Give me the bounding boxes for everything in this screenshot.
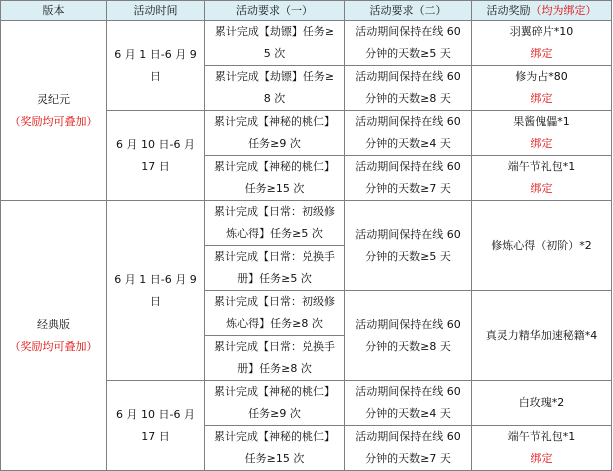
header-reward-note: （均为绑定） bbox=[530, 3, 597, 17]
bind-badge: 绑定 bbox=[530, 452, 553, 465]
time-text: 6 月 10 日-6 月 bbox=[116, 137, 195, 151]
req1-text: 累计完成【日常：兑换手 bbox=[214, 340, 335, 353]
req1-text: 累计完成【神秘的桃仁】 bbox=[214, 385, 335, 398]
req2-text: 活动期间保持在线 60 bbox=[355, 25, 461, 38]
time-text: 6 月 10 日-6 月 bbox=[116, 407, 195, 421]
reward-text: 修为占*80 bbox=[515, 70, 568, 83]
req2-text: 分钟的天数≥8 天 bbox=[365, 339, 451, 353]
bind-badge: 绑定 bbox=[530, 182, 553, 195]
req1-cell bbox=[205, 111, 345, 156]
req2-text: 活动期间保持在线 60 bbox=[355, 160, 461, 173]
reward-cell bbox=[472, 21, 612, 66]
req1-cell bbox=[205, 246, 345, 291]
req1-text: 册】任务≥5 次 bbox=[237, 272, 312, 285]
time-text: 17 日 bbox=[141, 159, 170, 173]
req1-text: 炼心得】任务≥5 次 bbox=[226, 227, 323, 240]
req2-cell bbox=[345, 426, 472, 471]
version-note: （奖励均可叠加） bbox=[9, 339, 98, 353]
bind-badge: 绑定 bbox=[530, 47, 553, 60]
version-name: 经典版 bbox=[37, 317, 70, 331]
header-row bbox=[1, 1, 612, 21]
req1-text: 任务≥15 次 bbox=[244, 452, 305, 465]
req2-cell bbox=[345, 156, 472, 201]
reward-cell bbox=[472, 156, 612, 201]
version-cell-classic bbox=[1, 201, 107, 471]
req1-text: 累计完成【神秘的桃仁】 bbox=[214, 115, 335, 128]
req2-text: 活动期间保持在线 60 bbox=[355, 70, 461, 83]
req1-cell bbox=[205, 201, 345, 246]
req1-text: 8 次 bbox=[263, 92, 286, 105]
req1-text: 任务≥9 次 bbox=[248, 407, 301, 420]
req1-text: 累计完成【神秘的桃仁】 bbox=[214, 430, 335, 443]
req2-text: 活动期间保持在线 60 bbox=[355, 385, 461, 398]
req1-cell bbox=[205, 381, 345, 426]
req1-text: 累计完成【劫镖】任务≥ bbox=[214, 25, 335, 38]
req1-text: 任务≥9 次 bbox=[248, 137, 301, 150]
req2-text: 分钟的天数≥8 天 bbox=[365, 92, 451, 105]
table-row bbox=[1, 201, 612, 246]
reward-cell bbox=[472, 426, 612, 471]
time-cell bbox=[107, 111, 205, 201]
time-text: 日 bbox=[150, 69, 161, 83]
req1-cell bbox=[205, 291, 345, 336]
version-name: 灵纪元 bbox=[37, 92, 70, 106]
table-row bbox=[1, 21, 612, 66]
header-reward bbox=[472, 1, 612, 21]
req1-text: 5 次 bbox=[263, 47, 286, 60]
req1-text: 册】任务≥8 次 bbox=[237, 362, 312, 375]
reward-cell bbox=[472, 111, 612, 156]
req1-cell bbox=[205, 21, 345, 66]
time-cell bbox=[107, 201, 205, 381]
req1-text: 累计完成【日常：初级修 bbox=[214, 205, 335, 218]
req1-text: 累计完成【神秘的桃仁】 bbox=[214, 160, 335, 173]
time-text: 6 月 1 日-6 月 9 bbox=[114, 272, 197, 286]
req2-cell bbox=[345, 66, 472, 111]
req2-text: 分钟的天数≥7 天 bbox=[365, 182, 451, 195]
reward-text: 羽翼碎片*10 bbox=[509, 25, 574, 38]
reward-cell bbox=[472, 291, 612, 381]
reward-text: 端午节礼包*1 bbox=[507, 160, 576, 173]
reward-text: 果酱傀儡*1 bbox=[513, 115, 570, 128]
req1-text: 累计完成【日常：兑换手 bbox=[214, 250, 335, 263]
req2-text: 分钟的天数≥5 天 bbox=[365, 47, 451, 60]
time-text: 6 月 1 日-6 月 9 bbox=[114, 47, 197, 61]
reward-cell bbox=[472, 381, 612, 426]
version-note: （奖励均可叠加） bbox=[9, 114, 98, 128]
header-time: 活动时间 bbox=[107, 1, 205, 21]
req1-cell bbox=[205, 66, 345, 111]
bind-badge: 绑定 bbox=[530, 92, 553, 105]
reward-text: 修炼心得（初阶）*2 bbox=[491, 238, 592, 252]
req2-cell bbox=[345, 21, 472, 66]
reward-cell bbox=[472, 201, 612, 291]
req2-cell bbox=[345, 381, 472, 426]
time-text: 日 bbox=[150, 294, 161, 308]
req2-text: 活动期间保持在线 60 bbox=[355, 227, 461, 241]
time-text: 17 日 bbox=[141, 429, 170, 443]
req2-text: 活动期间保持在线 60 bbox=[355, 317, 461, 331]
req2-text: 分钟的天数≥5 天 bbox=[365, 249, 451, 263]
req2-cell bbox=[345, 201, 472, 291]
req1-text: 任务≥15 次 bbox=[244, 182, 305, 195]
req1-cell bbox=[205, 156, 345, 201]
req2-cell bbox=[345, 111, 472, 156]
req2-text: 分钟的天数≥4 天 bbox=[365, 137, 451, 150]
req1-cell bbox=[205, 336, 345, 381]
reward-cell bbox=[472, 66, 612, 111]
reward-text: 白玫瑰*2 bbox=[518, 396, 565, 409]
time-cell bbox=[107, 21, 205, 111]
req1-cell bbox=[205, 426, 345, 471]
req1-text: 累计完成【劫镖】任务≥ bbox=[214, 70, 335, 83]
req2-text: 活动期间保持在线 60 bbox=[355, 430, 461, 443]
req2-text: 活动期间保持在线 60 bbox=[355, 115, 461, 128]
time-cell bbox=[107, 381, 205, 471]
header-version: 版本 bbox=[1, 1, 107, 21]
req1-text: 炼心得】任务≥8 次 bbox=[226, 317, 323, 330]
req2-cell bbox=[345, 291, 472, 381]
reward-text: 端午节礼包*1 bbox=[507, 430, 576, 443]
req2-text: 分钟的天数≥4 天 bbox=[365, 407, 451, 420]
req1-text: 累计完成【日常：初级修 bbox=[214, 295, 335, 308]
header-req2: 活动要求（二） bbox=[345, 1, 472, 21]
bind-badge: 绑定 bbox=[530, 137, 553, 150]
header-req1: 活动要求（一） bbox=[205, 1, 345, 21]
req2-text: 分钟的天数≥7 天 bbox=[365, 452, 451, 465]
header-reward-label: 活动奖励 bbox=[486, 3, 531, 17]
reward-text: 真灵力精华加速秘籍*4 bbox=[485, 328, 598, 342]
version-cell-lingjiyuan bbox=[1, 21, 107, 201]
